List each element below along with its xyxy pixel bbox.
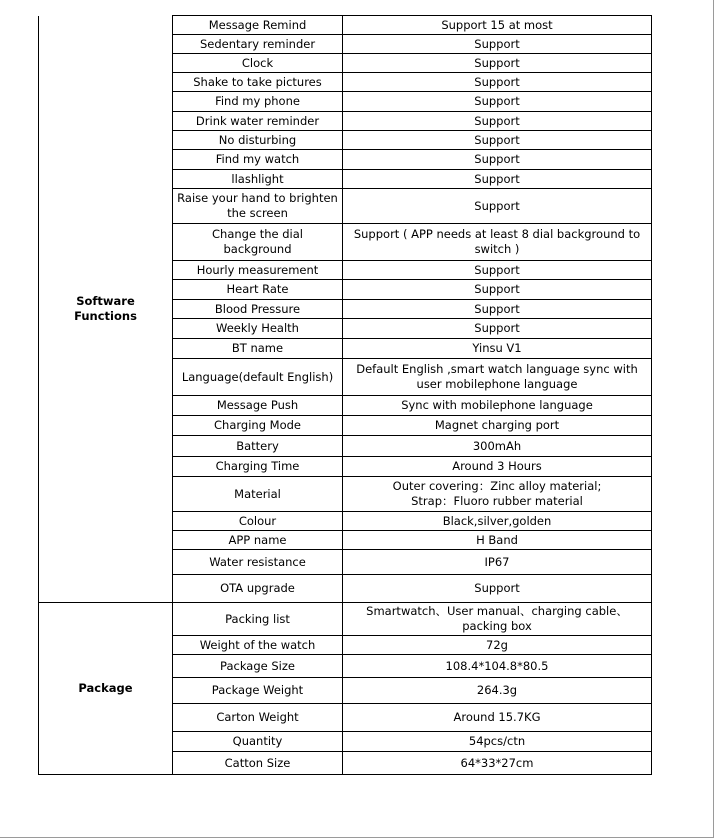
feature-cell: Weight of the watch	[173, 636, 343, 655]
feature-cell: Drink water reminder	[173, 112, 343, 131]
value-cell: Magnet charging port	[343, 416, 652, 436]
feature-cell: Sedentary reminder	[173, 35, 343, 54]
value-cell: Support	[343, 112, 652, 131]
value-cell: Support	[343, 54, 652, 73]
value-cell: Outer covering：Zinc alloy material; Strap：Fluoro rubber material	[343, 477, 652, 512]
value-cell: 64*33*27cm	[343, 752, 652, 775]
value-cell: Yinsu V1	[343, 339, 652, 359]
feature-cell: Water resistance	[173, 550, 343, 575]
feature-cell: Catton Size	[173, 752, 343, 775]
feature-cell: Blood Pressure	[173, 300, 343, 319]
feature-cell: Package Weight	[173, 678, 343, 704]
feature-cell: Raise your hand to brighten the screen	[173, 189, 343, 224]
value-cell: Support	[343, 189, 652, 224]
feature-cell: Battery	[173, 436, 343, 457]
feature-cell: Package Size	[173, 655, 343, 678]
value-cell: Support 15 at most	[343, 16, 652, 35]
feature-cell: APP name	[173, 531, 343, 550]
value-cell: Black,silver,golden	[343, 512, 652, 531]
feature-cell: Carton Weight	[173, 704, 343, 732]
feature-cell: llashlight	[173, 170, 343, 189]
value-cell: Default English ,smart watch language sync with user mobilephone language	[343, 359, 652, 396]
value-cell: IP67	[343, 550, 652, 575]
value-cell: Support	[343, 35, 652, 54]
feature-cell: Change the dial background	[173, 224, 343, 261]
value-cell: Support	[343, 170, 652, 189]
value-cell: Support	[343, 280, 652, 300]
feature-cell: BT name	[173, 339, 343, 359]
value-cell: Around 3 Hours	[343, 457, 652, 477]
value-cell: Support	[343, 575, 652, 603]
group-label-package: Package	[39, 603, 173, 775]
table-row	[39, 16, 652, 35]
feature-cell: No disturbing	[173, 131, 343, 150]
value-cell: Support	[343, 300, 652, 319]
feature-cell: Weekly Health	[173, 319, 343, 339]
value-cell: Support	[343, 131, 652, 150]
value-cell: Smartwatch、User manual、charging cable、packing box	[343, 603, 652, 636]
feature-cell: Charging Mode	[173, 416, 343, 436]
value-cell: Support	[343, 319, 652, 339]
spec-table	[38, 15, 652, 775]
value-cell: 300mAh	[343, 436, 652, 457]
feature-cell: Find my phone	[173, 92, 343, 112]
value-cell: Support	[343, 261, 652, 280]
table-row	[39, 603, 652, 636]
value-cell: Sync with mobilephone language	[343, 396, 652, 416]
feature-cell: Hourly measurement	[173, 261, 343, 280]
value-cell: 72g	[343, 636, 652, 655]
value-cell: 54pcs/ctn	[343, 732, 652, 752]
feature-cell: Quantity	[173, 732, 343, 752]
feature-cell: Find my watch	[173, 150, 343, 170]
feature-cell: Packing list	[173, 603, 343, 636]
feature-cell: Clock	[173, 54, 343, 73]
group-label-software: Software Functions	[39, 16, 173, 603]
feature-cell: Charging Time	[173, 457, 343, 477]
feature-cell: OTA upgrade	[173, 575, 343, 603]
feature-cell: Message Push	[173, 396, 343, 416]
value-cell: Support	[343, 92, 652, 112]
value-cell: 108.4*104.8*80.5	[343, 655, 652, 678]
feature-cell: Material	[173, 477, 343, 512]
feature-cell: Colour	[173, 512, 343, 531]
feature-cell: Shake to take pictures	[173, 73, 343, 92]
feature-cell: Message Remind	[173, 16, 343, 35]
feature-cell: Language(default English)	[173, 359, 343, 396]
value-cell: Support	[343, 73, 652, 92]
value-cell: 264.3g	[343, 678, 652, 704]
value-cell: Around 15.7KG	[343, 704, 652, 732]
value-cell: Support ( APP needs at least 8 dial background to switch )	[343, 224, 652, 261]
value-cell: Support	[343, 150, 652, 170]
feature-cell: Heart Rate	[173, 280, 343, 300]
value-cell: H Band	[343, 531, 652, 550]
